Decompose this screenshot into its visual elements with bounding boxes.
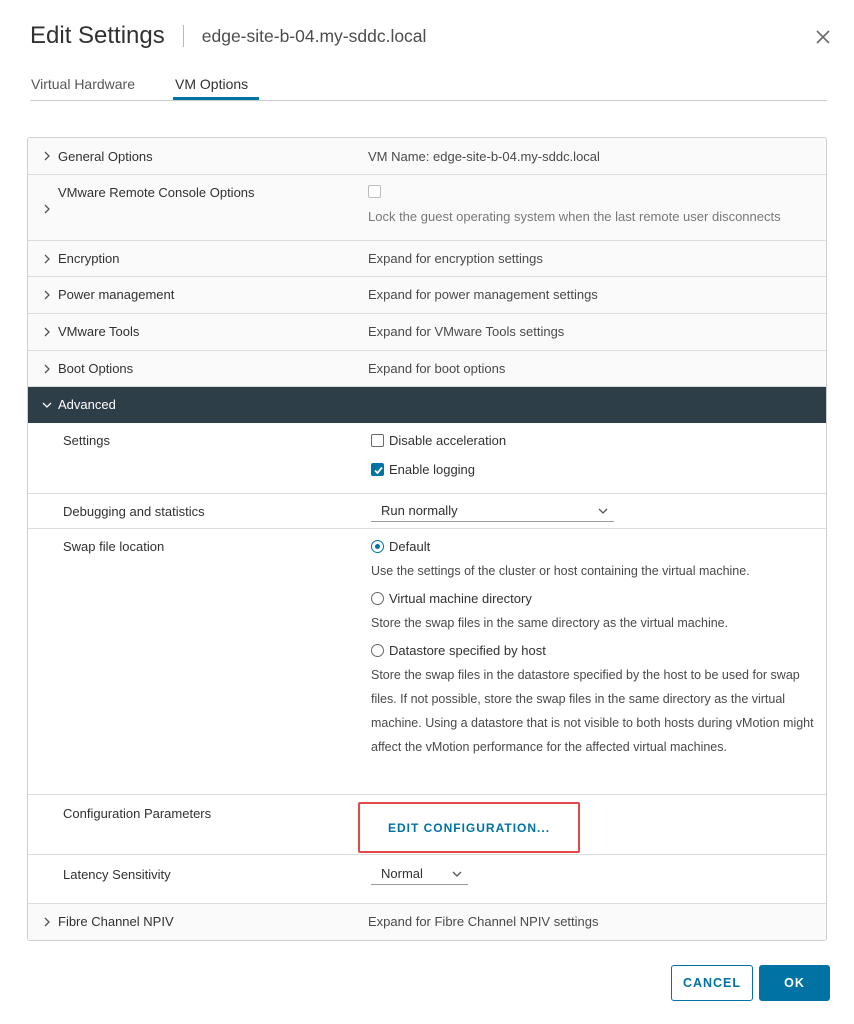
vm-name-subtitle: edge-site-b-04.my-sddc.local (201, 25, 427, 46)
tab-vm-options[interactable]: VM Options (175, 76, 249, 92)
chevron-right-icon[interactable] (42, 151, 52, 161)
vm-options-panel (27, 137, 827, 941)
swap-vm-directory-label: Virtual machine directory (389, 591, 532, 606)
debugging-selected-value: Run normally (381, 503, 458, 518)
row-value: Expand for VMware Tools settings (368, 324, 565, 339)
row-vmrc-options[interactable] (28, 175, 826, 241)
active-tab-indicator (173, 97, 259, 100)
swap-default-desc: Use the settings of the cluster or host containing the virtual machine. (371, 564, 750, 578)
ok-button[interactable]: OK (759, 965, 830, 1001)
edit-configuration-highlight (358, 802, 580, 853)
swap-datastore-host-radio[interactable] (371, 644, 384, 657)
row-label: Configuration Parameters (63, 806, 212, 821)
swap-default-radio[interactable] (371, 540, 384, 553)
latency-selected-value: Normal (381, 866, 423, 881)
chevron-right-icon[interactable] (42, 254, 52, 264)
tab-bar (30, 72, 827, 101)
chevron-right-icon[interactable] (42, 917, 52, 927)
chevron-right-icon[interactable] (42, 290, 52, 300)
row-value: Expand for Fibre Channel NPIV settings (368, 914, 599, 929)
swap-default-label: Default (389, 539, 431, 554)
dialog-title: Edit Settings (30, 22, 165, 49)
swap-datastore-host-desc: Store the swap files in the datastore specified by the host to be used for swap files. If not possible, store the swap files in the same directory as the virtual machine. Using a datastore that is not visible to both hosts during vMotion might affect the vMotion performance for the affected virtual machines. (371, 668, 814, 754)
row-advanced-header[interactable] (28, 387, 826, 423)
row-value: Lock the guest operating system when the last remote user disconnects (368, 209, 781, 224)
dialog-header (30, 18, 426, 54)
checkmark-icon (373, 465, 384, 476)
row-advanced-settings (28, 423, 826, 494)
row-label: Settings (63, 433, 110, 448)
row-label: VMware Tools (58, 324, 140, 339)
row-value: Expand for power management settings (368, 287, 598, 302)
disable-acceleration-checkbox[interactable] (371, 434, 384, 447)
latency-select[interactable] (371, 865, 468, 885)
row-value: Expand for boot options (368, 361, 506, 376)
chevron-right-icon[interactable] (42, 204, 52, 214)
row-label: Latency Sensitivity (63, 867, 171, 882)
row-label: VMware Remote Console Options (58, 185, 255, 200)
edit-configuration-button[interactable]: EDIT CONFIGURATION... (387, 820, 551, 835)
row-debugging-statistics (28, 494, 826, 529)
enable-logging-label: Enable logging (389, 462, 476, 477)
tab-virtual-hardware[interactable]: Virtual Hardware (31, 76, 136, 92)
row-power-management[interactable] (28, 277, 826, 314)
chevron-right-icon[interactable] (42, 364, 52, 374)
row-vmware-tools[interactable] (28, 314, 826, 351)
row-label: Swap file location (63, 539, 165, 554)
chevron-down-icon (598, 508, 608, 515)
swap-datastore-host-label: Datastore specified by host (389, 643, 546, 658)
enable-logging-checkbox[interactable] (371, 463, 384, 476)
cancel-button[interactable]: CANCEL (671, 965, 753, 1001)
row-label: Encryption (58, 251, 120, 266)
row-label: Boot Options (58, 361, 134, 376)
row-label: Advanced (58, 397, 116, 412)
row-label: Fibre Channel NPIV (58, 914, 174, 929)
row-swap-file-location (28, 529, 826, 795)
row-label: Power management (58, 287, 175, 302)
row-label: General Options (58, 149, 153, 164)
row-label: Debugging and statistics (63, 504, 205, 519)
row-latency-sensitivity (28, 855, 826, 904)
chevron-down-icon[interactable] (42, 400, 52, 410)
close-icon[interactable] (812, 26, 834, 48)
row-general-options[interactable] (28, 138, 826, 175)
title-separator (183, 25, 184, 47)
row-fibre-channel-npiv[interactable] (28, 904, 826, 940)
row-encryption[interactable] (28, 241, 826, 277)
swap-vm-directory-radio[interactable] (371, 592, 384, 605)
lock-guest-os-checkbox[interactable] (368, 185, 381, 198)
row-value: VM Name: edge-site-b-04.my-sddc.local (368, 149, 600, 164)
debugging-select[interactable] (371, 502, 614, 522)
row-value: Expand for encryption settings (368, 251, 543, 266)
chevron-down-icon (452, 871, 462, 878)
row-boot-options[interactable] (28, 351, 826, 387)
disable-acceleration-label: Disable acceleration (389, 433, 507, 448)
swap-vm-directory-desc: Store the swap files in the same directory as the virtual machine. (371, 616, 729, 630)
chevron-right-icon[interactable] (42, 327, 52, 337)
